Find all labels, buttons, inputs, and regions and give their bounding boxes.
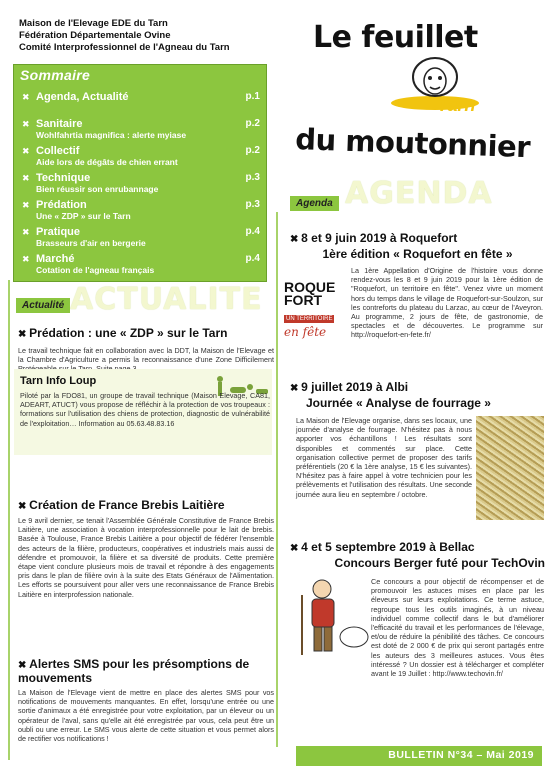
brebis-article [18, 498, 274, 599]
sommaire-item[interactable] [22, 172, 262, 199]
agenda-tag: Agenda [290, 196, 339, 211]
sommaire-item-page: p.4 [245, 253, 260, 264]
column-divider [276, 212, 278, 747]
event2-subtitle: Journée « Analyse de fourrage » [306, 396, 491, 410]
sheep-bullet-icon: ✖ [22, 146, 30, 156]
sheep-bullet-icon: ✖ [18, 329, 30, 340]
agenda-banner: AGENDA [345, 176, 493, 211]
org-line-3: Comité Interprofessionnel de l'Agneau du Tarn [19, 42, 230, 53]
sommaire-item-page: p.2 [245, 118, 260, 129]
org-line-1: Maison de l'Elevage EDE du Tarn [19, 18, 168, 29]
event3-text-top [371, 577, 544, 679]
sommaire-item-label: Prédation [36, 199, 87, 211]
sms-text: La Maison de l'Elevage vient de mettre en place des alertes SMS pour vos notifications de mouvements manquantes. En effet, lorsqu'une entrée ou une sortie d'animaux a été enregistrée pour votre exploitation, par un éleveur ou un opérateur de l'aval, sans qu'elle ait été enregistrée par vous, cela peut être un oubli ou une erreur. Le SMS vous alerte de cette situation et vous permet alors de rectifier vos notifications ! [18, 688, 274, 744]
sommaire-item-label: Marché [36, 253, 75, 265]
agenda-event-2 [290, 380, 545, 410]
logo-line: ROQUE [284, 279, 336, 295]
sommaire-item-label: Technique [36, 172, 91, 184]
event2-title: 9 juillet 2019 à Albi [301, 380, 409, 394]
masthead-tarn: Tarn [437, 95, 476, 115]
logo-line: en fête [284, 325, 327, 339]
sommaire-item-sub: Cotation de l'agneau français [36, 265, 155, 275]
shepherd-illustration-icon [292, 575, 372, 665]
sms-article [18, 657, 274, 743]
event1-subtitle: 1ère édition « Roquefort en fête » [322, 247, 513, 261]
sheep-bullet-icon: ✖ [22, 200, 30, 210]
event2-text: La Maison de l'Elevage organise, dans ses locaux, une journée d'analyse de fourrage. N'hésitez pas à nous apporter vos échantillons ! Les résultats sont disponibles et commentés sur place. Cette organisation collective permet de proposer des tarifs préférentiels (20 € la 1ère analyse, 15 € les suivantes). N'hésitez pas à faire appel à votre technicien pour les prélèvements et l'utilisation des résultats. Une seconde journée aura lieu en septembre / octobre. [296, 416, 472, 499]
masthead-title-line2: du moutonnier [294, 122, 531, 165]
sommaire-item-label: Collectif [36, 145, 80, 157]
predation-text: Le travail technique fait en collaboration avec la DDT, la Maison de l'Elevage et la Chambre d'Agriculture a permis la reconnaissance d'une Zone Difficilement [18, 346, 274, 365]
agenda-event-1 [290, 231, 545, 261]
event3-title: 4 et 5 septembre 2019 à Bellac [301, 540, 475, 554]
predation-article [18, 326, 274, 374]
agenda-event-3 [290, 540, 545, 570]
loup-text: Piloté par la FDO81, un groupe de travail technique (Maison Elevage, CA81, ADEART, ATUCT) vous propose de réfléchir à la protection de vos troupeaux : formations sur l'utilisation des chiens de protection, diagnostic de vulnérabilité de l'exploitation… Information au 05.63.48.83.16 [20, 391, 270, 428]
tarn-info-loup-box [14, 369, 272, 455]
sommaire-item-sub: Wohlfahrtia magnifica : alerte myiase [36, 130, 187, 140]
sommaire-list [22, 91, 262, 280]
sommaire-item-label: Agenda, Actualité [36, 91, 129, 103]
sheep-bullet-icon: ✖ [22, 173, 30, 183]
event3-subtitle: Concours Berger futé pour TechOvin [334, 556, 545, 570]
sommaire-item[interactable] [22, 226, 262, 253]
sommaire-item[interactable] [22, 145, 262, 172]
brebis-text: Le 9 avril dernier, se tenait l'Assemblée Générale Constitutive de France Brebis Laitière, une association à vocation interprofessionnelle pour le lait de brebis. Basée à Toulouse, France Brebis Laitière a pour objectif de fédérer l'ensemble des acteurs de la filière, producteurs, coopératives et industriels mais aussi de défendre et promouvoir, la filière et sa diversité de produits. Cette première étape vient conclure plusieurs mois de travail et répondre à des engagements pris dans le plan de filière ovin à la suite des Etats Généraux de l'Alimentation. Les efforts se poursuivent pour aller vers une reconnaissance de France Brebis Laitière en interprofession nationale. [18, 516, 274, 599]
sheep-bullet-icon: ✖ [22, 254, 30, 264]
sommaire-item-page: p.1 [245, 91, 260, 102]
fourrage-photo [476, 416, 544, 520]
sommaire-item-page: p.3 [245, 172, 260, 183]
actualite-tag: Actualité [16, 298, 70, 313]
brebis-title: Création de France Brebis Laitière [29, 498, 225, 512]
sommaire-item-label: Sanitaire [36, 118, 83, 130]
sommaire-item-sub: Brasseurs d'air en bergerie [36, 238, 146, 248]
org-line-2: Fédération Départementale Ovine [19, 30, 171, 41]
roquefort-logo [284, 281, 348, 349]
sheep-bullet-icon: ✖ [22, 92, 30, 102]
sommaire-item-sub: Aide lors de dégâts de chien errant [36, 157, 178, 167]
sommaire-item-sub: Bien réussir son enrubannage [36, 184, 159, 194]
event1-title: 8 et 9 juin 2019 à Roquefort [301, 231, 458, 245]
sommaire-item-page: p.3 [245, 199, 260, 210]
sommaire-item-sub: Une « ZDP » sur le Tarn [36, 211, 131, 221]
sommaire-item[interactable] [22, 253, 262, 280]
sommaire-title: Sommaire [20, 67, 91, 83]
sommaire-item-page: p.4 [245, 226, 260, 237]
sheep-bullet-icon: ✖ [22, 227, 30, 237]
logo-line: UN TERRITOIRE [286, 316, 333, 322]
sheep-bullet-icon: ✖ [22, 119, 30, 129]
masthead-title-line1: Le feuillet [313, 20, 478, 55]
left-margin-line [8, 280, 10, 760]
loup-title: Tarn Info Loup [20, 375, 97, 387]
sheep-bullet-icon: ✖ [290, 383, 302, 394]
predation-title: Prédation : une « ZDP » sur le Tarn [29, 326, 228, 340]
sommaire-item[interactable] [22, 118, 262, 145]
event3-text: Ce concours a pour objectif de récompenser et de promouvoir les astuces mises en place par les éleveurs sur leurs exploitations. Ce terme astuce, regroupe tous les outils imaginés, à un niveau individuel comme collectif dans le but d'améliorer l'efficacité du travail et les performances de l'élevage, et/ou de réduire la pénibilité des tâches. Ce concours est doté de 2 000 € de prix qui seront partagés entre les auteurs des 3 meilleures astuces. Vous êtes intéressé ? Un dossier est à télécharger et compléter avant le 19 Juillet : http://www.techovin.fr/ [371, 577, 544, 679]
sms-title: Alertes SMS pour les présomptions de mouvements [18, 657, 250, 685]
bulletin-number: BULLETIN N°34 – Mai 2019 [388, 749, 534, 761]
sommaire-item[interactable] [22, 91, 262, 118]
sommaire-item-page: p.2 [245, 145, 260, 156]
event1-text: La 1ère Appellation d'Origine de l'histoire vous donne rendez-vous les 8 et 9 juin 2019 pour la 1ère édition de "Roquefort, un territoire en fête". Venez vivre un moment hors du temps dans le village de Roquefort-sur-Soulzon, sur les contreforts du plateau du Larzac, au cœur de l'Aveyron. Au programme, 2 jours de fête, de gastronomie, de spectacles et de découvertes. Le programme sur http://roquefort-en-fete.fr/ [351, 266, 543, 340]
sheep-bullet-icon: ✖ [290, 234, 302, 245]
logo-line: FORT [284, 292, 323, 308]
sommaire-item-label: Pratique [36, 226, 81, 238]
sheep-bullet-icon: ✖ [290, 543, 302, 554]
actualite-banner: ACTUALITE [70, 282, 263, 317]
sommaire-box [13, 64, 267, 282]
footer-bar [296, 746, 542, 766]
sheep-bullet-icon: ✖ [18, 501, 30, 512]
sheep-bullet-icon: ✖ [18, 660, 30, 671]
sommaire-item[interactable] [22, 199, 262, 226]
